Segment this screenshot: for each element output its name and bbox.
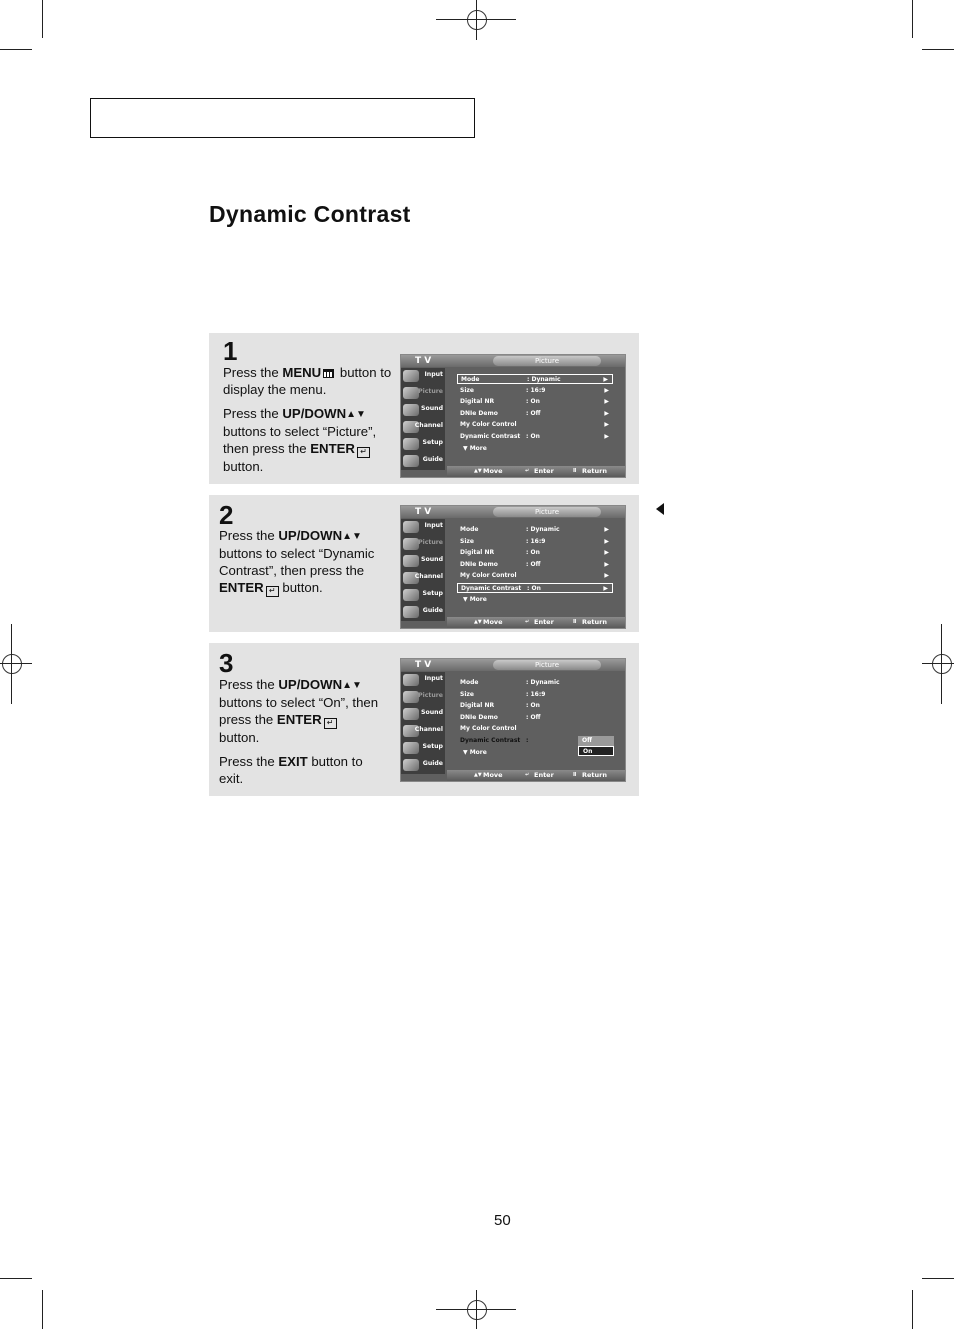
osd-source-label: T V	[415, 356, 432, 366]
osd-footer-enter: Enter	[534, 771, 554, 779]
instruction-text: buttons to select “Picture”, then press the	[223, 424, 377, 456]
osd-menu-label: Mode	[460, 679, 479, 686]
crop-mark	[922, 1278, 954, 1279]
osd-menu-value: : On	[526, 398, 540, 405]
registration-mark	[467, 1300, 487, 1320]
guide-icon	[403, 606, 419, 618]
osd-sidebar-label: Input	[424, 522, 443, 529]
registration-line	[11, 624, 12, 704]
osd-menu-label: Digital NR	[460, 549, 495, 556]
osd-menu-label: Digital NR	[460, 702, 495, 709]
osd-sidebar-label: Sound	[421, 556, 443, 563]
button-name: ENTER	[276, 712, 322, 727]
arrow-right-icon: ▶	[604, 386, 609, 394]
instruction-paragraph	[223, 364, 393, 398]
osd-source-label: T V	[415, 507, 432, 517]
osd-menu-row	[457, 537, 613, 547]
osd-menu-row	[457, 397, 613, 407]
osd-sidebar-item	[401, 604, 445, 620]
instruction-text: button to display the menu.	[223, 365, 392, 397]
button-name: MENU	[282, 365, 322, 380]
osd-menu-label: DNIe Demo	[460, 560, 498, 568]
osd-menu-value: : Dynamic	[527, 376, 561, 383]
sound-icon	[403, 555, 419, 567]
osd-menu-value: : 16:9	[526, 690, 546, 698]
enter-icon: ↵	[525, 619, 530, 625]
input-icon	[403, 521, 419, 533]
move-icon: ▲▼	[474, 772, 482, 778]
guide-icon	[403, 455, 419, 467]
instruction-text: buttons to select “Dynamic Contrast”, then press the	[219, 546, 375, 578]
button-name: ENTER	[310, 441, 355, 456]
osd-footer-move: Move	[483, 771, 503, 779]
osd-menu-label: Size	[460, 537, 474, 545]
osd-menu-row	[457, 583, 613, 593]
enter-button-icon: ↵	[324, 718, 337, 729]
osd-sidebar-item	[401, 385, 445, 401]
osd-menu-value: : On	[526, 432, 540, 440]
arrow-right-icon: ▶	[604, 398, 609, 405]
osd-more-text: More	[469, 596, 487, 603]
osd-option: On	[578, 746, 614, 756]
osd-menu-value: : Off	[526, 409, 541, 417]
osd-sidebar-label: Input	[424, 371, 443, 378]
osd-option-popup	[578, 736, 614, 756]
button-name: UP/DOWN	[278, 677, 343, 692]
osd-menu-row	[457, 571, 613, 581]
enter-icon: ↵	[525, 468, 530, 474]
page-title: Dynamic Contrast	[209, 201, 411, 227]
osd-picture-tab: Picture	[493, 507, 601, 517]
osd-sidebar-label: Channel	[414, 422, 443, 429]
osd-picture-tab: Picture	[493, 356, 601, 366]
osd-menu-value: : On	[527, 584, 541, 592]
button-name: UP/DOWN	[282, 406, 347, 421]
osd-sidebar-item	[401, 419, 445, 435]
registration-line	[941, 624, 942, 704]
osd-sidebar-item	[401, 553, 445, 569]
picture-icon	[403, 387, 419, 399]
osd-menu-label: Mode	[460, 526, 479, 533]
osd-menu-value: : Off	[526, 713, 541, 721]
osd-sidebar-item	[401, 689, 445, 705]
return-icon: Ⅱ	[573, 619, 577, 625]
step-instructions	[223, 364, 393, 475]
osd-footer-move: Move	[483, 467, 503, 475]
registration-mark	[932, 654, 952, 674]
menu-button-icon	[323, 369, 334, 378]
header-box	[90, 98, 475, 138]
input-icon	[403, 370, 419, 382]
arrow-down-icon: ▼	[463, 596, 470, 603]
crop-mark	[0, 1278, 32, 1279]
osd-sidebar-item	[401, 723, 445, 739]
osd-sidebar-label: Sound	[421, 405, 443, 412]
page-number: 50	[494, 1212, 511, 1229]
instruction-text: Press the	[219, 754, 279, 769]
osd-menu-value: : Off	[526, 560, 541, 568]
osd-menu-row	[457, 713, 613, 723]
osd-menu-label: Size	[460, 386, 474, 394]
return-icon: Ⅱ	[573, 772, 577, 778]
osd-sidebar-item	[401, 570, 445, 586]
instruction-text: button.	[278, 580, 323, 595]
osd-sidebar-label: Picture	[418, 539, 443, 546]
registration-line	[476, 1290, 477, 1329]
instruction-paragraph	[219, 753, 379, 787]
button-name: ENTER	[219, 580, 264, 595]
osd-sidebar-label: Input	[424, 675, 443, 682]
osd-menu-row	[457, 690, 613, 700]
osd-menu-value: : Dynamic	[526, 526, 560, 533]
osd-menu-list	[447, 672, 625, 775]
step-number: 1	[223, 336, 238, 366]
osd-sidebar-item	[401, 740, 445, 756]
picture-icon	[403, 538, 419, 550]
up-down-arrows-icon: ▲▼	[342, 680, 362, 691]
arrow-down-icon: ▼	[463, 749, 470, 756]
up-down-arrows-icon: ▲▼	[342, 531, 362, 542]
step-number: 2	[219, 500, 234, 530]
osd-sidebar-label: Setup	[422, 439, 443, 446]
arrow-down-icon: ▼	[463, 445, 470, 452]
osd-menu-value: : On	[526, 702, 540, 709]
osd-menu-label: My Color Control	[460, 725, 517, 732]
osd-sidebar-label: Channel	[414, 573, 443, 580]
step-instructions	[219, 527, 379, 597]
osd-menu-row	[457, 525, 613, 535]
osd-menu-list	[447, 368, 625, 471]
osd-more-label	[463, 596, 487, 603]
arrow-right-icon: ▶	[604, 526, 609, 533]
tv-osd-screen	[400, 505, 626, 629]
osd-more-text: More	[469, 749, 487, 756]
osd-more-label	[463, 749, 487, 756]
setup-icon	[403, 742, 419, 754]
osd-sidebar-label: Picture	[418, 388, 443, 395]
osd-menu-row	[457, 724, 613, 734]
step-panel	[209, 495, 639, 632]
arrow-right-icon: ▶	[604, 549, 609, 556]
osd-menu-row	[457, 386, 613, 396]
button-name: UP/DOWN	[278, 528, 343, 543]
osd-footer	[447, 617, 625, 628]
osd-menu-list	[447, 519, 625, 622]
osd-sidebar	[401, 672, 445, 774]
osd-sidebar-item	[401, 453, 445, 469]
osd-sidebar-item	[401, 672, 445, 688]
guide-icon	[403, 759, 419, 771]
crop-mark	[42, 0, 43, 38]
osd-footer-return: Return	[582, 467, 607, 475]
step-panel	[209, 643, 639, 796]
input-icon	[403, 674, 419, 686]
osd-footer-enter: Enter	[534, 467, 554, 475]
crop-mark	[42, 1290, 43, 1329]
osd-footer	[447, 466, 625, 477]
osd-source-label: T V	[415, 660, 432, 670]
osd-menu-label: Dynamic Contrast	[460, 736, 521, 744]
move-icon: ▲▼	[474, 619, 482, 625]
button-name: EXIT	[278, 754, 308, 769]
registration-line	[0, 663, 32, 664]
osd-menu-row	[457, 560, 613, 570]
osd-sidebar-label: Setup	[422, 590, 443, 597]
osd-menu-value: : Dynamic	[526, 679, 560, 686]
sound-icon	[403, 404, 419, 416]
osd-menu-label: Size	[460, 690, 474, 698]
instruction-text: button to exit.	[219, 754, 363, 786]
osd-footer-enter: Enter	[534, 618, 554, 626]
instruction-text: button.	[219, 730, 260, 745]
setup-icon	[403, 438, 419, 450]
arrow-right-icon: ▶	[604, 421, 609, 428]
osd-menu-label: Digital NR	[460, 398, 495, 405]
osd-menu-row	[457, 420, 613, 430]
registration-line	[922, 663, 954, 664]
osd-picture-tab: Picture	[493, 660, 601, 670]
crop-mark	[912, 1290, 913, 1329]
osd-sidebar-label: Guide	[422, 760, 443, 767]
osd-sidebar-item	[401, 436, 445, 452]
move-icon: ▲▼	[474, 468, 482, 474]
osd-menu-value: :	[526, 736, 529, 744]
up-down-arrows-icon: ▲▼	[346, 409, 366, 420]
sound-icon	[403, 708, 419, 720]
osd-menu-label: My Color Control	[460, 572, 517, 579]
instruction-text: Press the	[223, 406, 283, 421]
instruction-paragraph	[219, 676, 379, 746]
registration-line	[476, 0, 477, 40]
osd-menu-label: My Color Control	[460, 421, 517, 428]
osd-sidebar-item	[401, 706, 445, 722]
instruction-text: Press the	[219, 528, 279, 543]
osd-sidebar	[401, 368, 445, 470]
osd-sidebar-label: Guide	[422, 607, 443, 614]
step-instructions	[219, 676, 379, 787]
instruction-text: Press the	[223, 365, 283, 380]
registration-mark	[2, 654, 22, 674]
osd-sidebar	[401, 519, 445, 621]
arrow-right-icon: ▶	[604, 560, 609, 568]
enter-button-icon: ↵	[357, 447, 370, 458]
osd-sidebar-item	[401, 519, 445, 535]
enter-icon: ↵	[525, 772, 530, 778]
step-panel	[209, 333, 639, 484]
registration-mark	[467, 10, 487, 30]
osd-menu-row	[457, 701, 613, 711]
return-icon: Ⅱ	[573, 468, 577, 474]
osd-menu-value: : 16:9	[526, 386, 546, 394]
osd-option: Off	[582, 736, 592, 744]
osd-menu-row	[457, 409, 613, 419]
osd-menu-value: : 16:9	[526, 537, 546, 545]
instruction-text: Press the	[219, 677, 279, 692]
tv-osd-screen	[400, 658, 626, 782]
osd-more-text: More	[469, 445, 487, 452]
osd-menu-label: Dynamic Contrast	[460, 432, 521, 440]
osd-menu-label: Mode	[461, 376, 480, 383]
osd-menu-row	[457, 432, 613, 442]
osd-menu-label: DNIe Demo	[460, 713, 498, 721]
osd-sidebar-label: Channel	[414, 726, 443, 733]
tv-osd-screen	[400, 354, 626, 478]
crop-mark	[0, 49, 32, 50]
osd-sidebar-label: Guide	[422, 456, 443, 463]
instruction-paragraph	[219, 527, 379, 597]
setup-icon	[403, 589, 419, 601]
osd-sidebar-item	[401, 536, 445, 552]
osd-footer	[447, 770, 625, 781]
instruction-text: buttons to select “On”, then press the	[219, 695, 379, 727]
osd-menu-row	[457, 374, 613, 384]
osd-more-label	[463, 445, 487, 452]
arrow-right-icon: ▶	[603, 376, 608, 383]
osd-menu-row	[457, 678, 613, 688]
osd-sidebar-item	[401, 757, 445, 773]
arrow-right-icon: ▶	[604, 537, 609, 545]
osd-sidebar-item	[401, 368, 445, 384]
picture-icon	[403, 691, 419, 703]
enter-button-icon: ↵	[266, 586, 279, 597]
step-number: 3	[219, 648, 234, 678]
osd-footer-return: Return	[582, 618, 607, 626]
osd-footer-return: Return	[582, 771, 607, 779]
arrow-left-icon	[656, 503, 664, 515]
arrow-right-icon: ▶	[604, 409, 609, 417]
crop-mark	[912, 0, 913, 38]
crop-mark	[922, 49, 954, 50]
arrow-right-icon: ▶	[604, 572, 609, 579]
instruction-text: button.	[223, 459, 264, 474]
osd-menu-value: : On	[526, 549, 540, 556]
arrow-right-icon: ▶	[604, 432, 609, 440]
instruction-paragraph	[223, 405, 393, 475]
osd-sidebar-label: Setup	[422, 743, 443, 750]
osd-sidebar-label: Picture	[418, 692, 443, 699]
osd-menu-label: DNIe Demo	[460, 409, 498, 417]
osd-sidebar-item	[401, 402, 445, 418]
arrow-right-icon: ▶	[603, 584, 608, 592]
osd-sidebar-item	[401, 587, 445, 603]
osd-footer-move: Move	[483, 618, 503, 626]
osd-menu-label: Dynamic Contrast	[461, 584, 522, 592]
osd-menu-row	[457, 548, 613, 558]
osd-sidebar-label: Sound	[421, 709, 443, 716]
